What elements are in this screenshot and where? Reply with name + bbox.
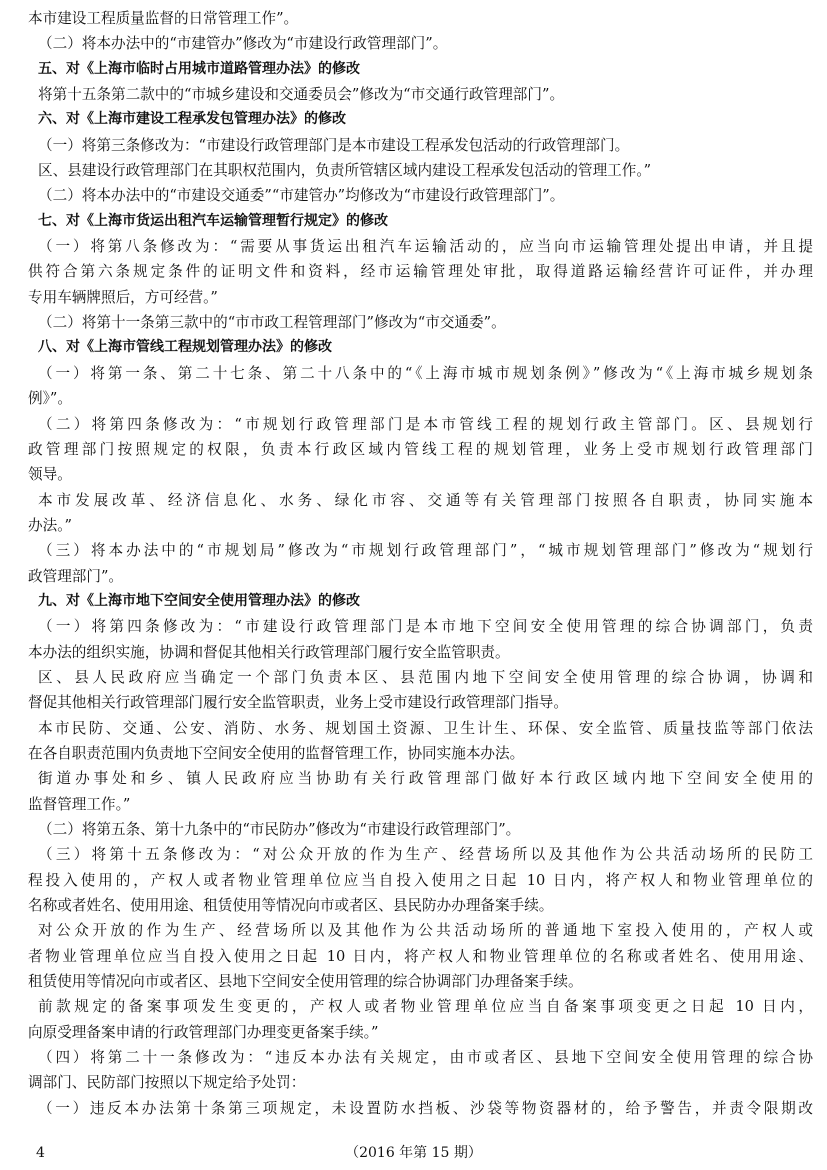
text-line: （一）将第三条修改为：“市建设行政管理部门是本市建设工程承发包活动的行政管理部门。 [38,136,630,154]
text-line: 督促其他相关行政管理部门履行安全监管职责，业务上受市建设行政管理部门指导。 [28,694,568,712]
text-line: 本办法的组织实施，协调和督促其他相关行政管理部门履行安全监管职责。 [28,643,510,661]
text-line: 向原受理备案申请的行政管理部门办理变更备案手续。” [28,1023,379,1041]
text-line: 前款规定的备案事项发生变更的，产权人或者物业管理单位应当自备案事项变更之日起 10 日内， [38,998,813,1016]
text-line: 供符合第六条规定条件的证明文件和资料，经市运输管理处审批，取得道路运输经营许可证件，并办理 [28,263,813,281]
text-line: （二）将第十一条第三款中的“市市政工程管理部门”修改为“市交通委”。 [38,314,506,332]
text-line: 领导。 [28,466,72,484]
section-heading: 五、对《上海市临时占用城市道路管理办法》的修改 [38,60,360,77]
section-heading: 六、对《上海市建设工程承发包管理办法》的修改 [38,111,346,128]
text-line: 本市发展改革、经济信息化、水务、绿化市容、交通等有关管理部门按照各自职责，协同实施本 [38,491,813,509]
text-line: 将第十五条第二款中的“市城乡建设和交通委员会”修改为“市交通行政管理部门”。 [38,86,565,104]
text-line: （一）违反本办法第十条第三项规定，未设置防水挡板、沙袋等物资器材的，给予警告，并责令限期改 [38,1099,813,1117]
text-line: （一）将第一条、第二十七条、第二十八条中的“《上海市城市规划条例》”修改为“《上海市城乡规划条 [38,364,813,382]
document-body [28,6,813,1121]
text-line: 区、县建设行政管理部门在其职权范围内，负责所管辖区域内建设工程承发包活动的管理工作。” [38,162,652,180]
page-number: 4 [36,1145,45,1161]
text-line: 调部门、民防部门按照以下规定给予处罚： [28,1074,306,1092]
text-line: （三）将第十五条修改为：“对公众开放的作为生产、经营场所以及其他作为公共活动场所的民防工 [38,846,813,864]
text-line: 程投入使用的，产权人或者物业管理单位应当自投入使用之日起 10 日内，将产权人和物业管理单位的 [28,871,813,889]
text-line: 者物业管理单位应当自投入使用之日起 10 日内，将产权人和物业管理单位的名称或者姓名、使用用途、 [28,947,813,965]
issue-label: （2016 年第 15 期） [345,1145,482,1161]
text-line: （二）将第四条修改为：“市规划行政管理部门是本市管线工程的规划行政主管部门。区、县规划行 [38,415,813,433]
section-heading: 七、对《上海市货运出租汽车运输管理暂行规定》的修改 [38,212,388,229]
text-line: （二）将第五条、第十九条中的“市民防办”修改为“市建设行政管理部门”。 [38,821,521,838]
text-line: 本市民防、交通、公安、消防、水务、规划国土资源、卫生计生、环保、安全监管、质量技监等部门依法 [38,719,813,737]
text-line: 名称或者姓名、使用用途、租赁使用等情况向市或者区、县民防办办理备案手续。 [28,897,554,915]
text-line: 街道办事处和乡、镇人民政府应当协助有关行政管理部门做好本行政区域内地下空间安全使用的 [38,770,813,788]
text-line: 专用车辆牌照后，方可经营。” [28,288,218,306]
text-line: （二）将本办法中的“市建设交通委”“市建管办”均修改为“市建设行政管理部门”。 [38,187,565,205]
text-line: （四）将第二十一条修改为：“违反本办法有关规定，由市或者区、县地下空间安全使用管理的综合协 [38,1049,813,1067]
text-line: 例》”。 [28,390,72,408]
text-line: （一）将第八条修改为：“需要从事货运出租汽车运输活动的，应当向市运输管理处提出申请，并且提 [38,238,813,256]
text-line: 对公众开放的作为生产、经营场所以及其他作为公共活动场所的普通地下室投入使用的，产权人或 [38,922,813,940]
text-line: 本市建设工程质量监督的日常管理工作”。 [28,10,299,27]
text-line: （一）将第四条修改为：“市建设行政管理部门是本市地下空间安全使用管理的综合协调部门，负责 [38,618,813,636]
text-line: 在各自职责范围内负责地下空间安全使用的监督管理工作，协同实施本办法。 [28,744,525,762]
text-line: 租赁使用等情况向市或者区、县地下空间安全使用管理的综合协调部门办理备案手续。 [28,973,583,991]
section-heading: 九、对《上海市地下空间安全使用管理办法》的修改 [38,592,360,609]
text-line: 区、县人民政府应当确定一个部门负责本区、县范围内地下空间安全使用管理的综合协调，协调和 [38,668,813,686]
text-line: 政管理部门”。 [28,567,124,585]
section-heading: 八、对《上海市管线工程规划管理办法》的修改 [38,339,332,356]
page-footer [0,1142,827,1164]
text-line: （三）将本办法中的“市规划局”修改为“市规划行政管理部门”，“城市规划管理部门”修改为“规划行 [38,542,813,560]
text-line: （二）将本办法中的“市建管办”修改为“市建设行政管理部门”。 [38,35,448,53]
text-line: 监督管理工作。” [28,795,131,813]
text-line: 政管理部门按照规定的权限，负责本行政区域内管线工程的规划管理，业务上受市规划行政管理部门 [28,440,813,458]
text-line: 办法。” [28,516,72,534]
